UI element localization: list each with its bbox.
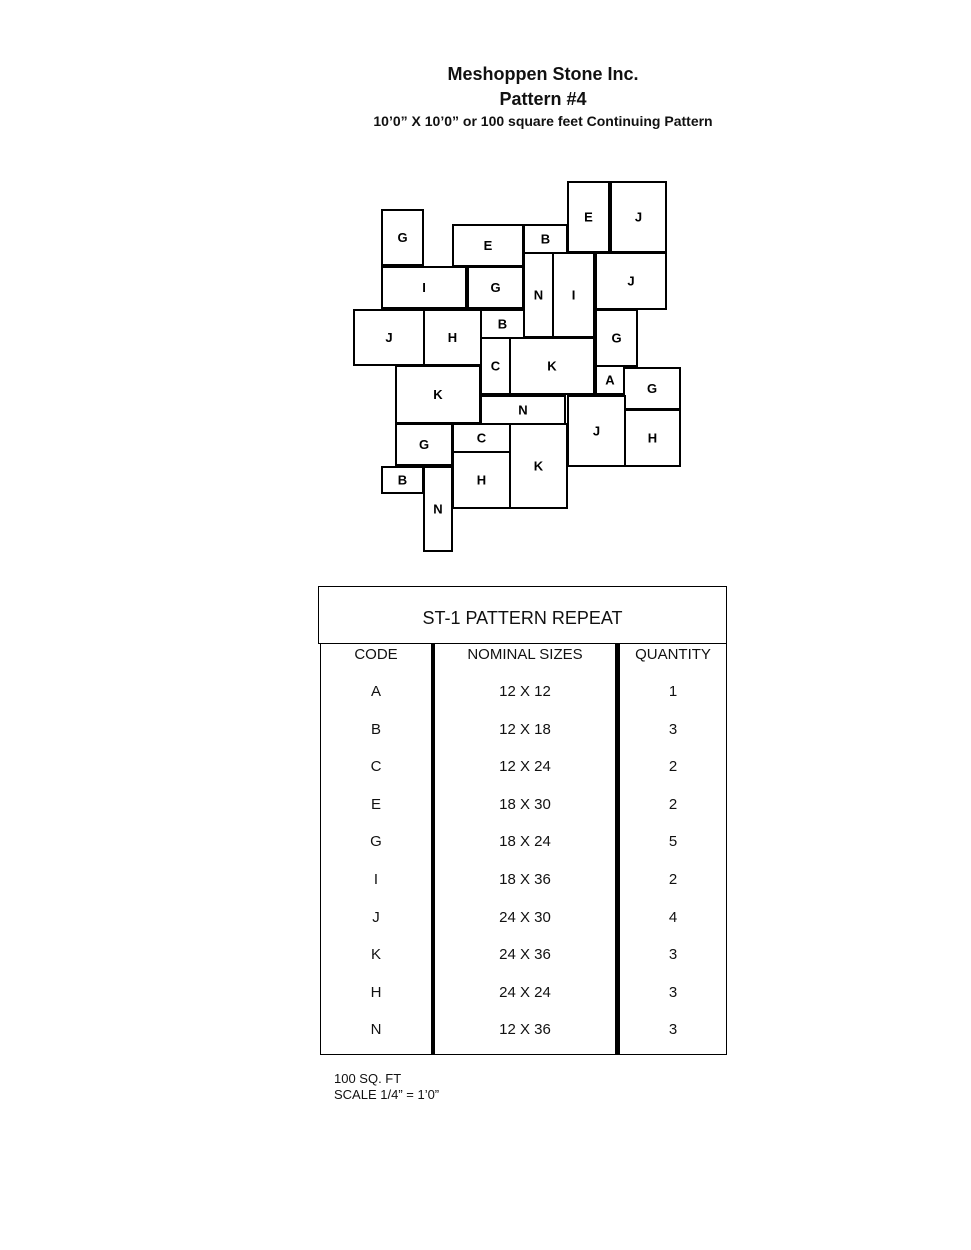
quantity-cell: 2: [668, 795, 678, 813]
stone-pattern-diagram: [0, 0, 971, 570]
notes: [334, 1071, 439, 1103]
stone-c: [453, 424, 510, 452]
pattern-repeat-table: [318, 586, 727, 1055]
size-cell: 18 X 24: [499, 833, 551, 851]
pattern-description: 10’0” X 10’0” or 100 square feet Continuing Pattern: [373, 113, 713, 129]
stone-label: I: [422, 280, 426, 295]
stone-c: [481, 338, 510, 394]
size-cell: 12 X 36: [499, 1021, 551, 1039]
stone-label: G: [646, 381, 658, 396]
size-cell: 24 X 36: [499, 946, 551, 964]
stone-label: J: [592, 423, 601, 439]
stone-label: H: [476, 472, 487, 488]
stone-label: K: [533, 458, 544, 474]
quantity-cell: 2: [668, 871, 678, 888]
stone-b: [481, 310, 524, 338]
stone-n: [524, 253, 553, 337]
stone-label: N: [518, 402, 528, 418]
code-cell: K: [370, 946, 381, 964]
stone-label: J: [385, 330, 393, 345]
stone-h: [625, 410, 680, 466]
stone-h: [424, 310, 481, 365]
pattern-title: Pattern #4: [499, 89, 587, 109]
stone-label: C: [490, 358, 501, 374]
code-cell: C: [370, 758, 382, 776]
stone-label: E: [483, 238, 493, 253]
stone-k: [396, 366, 480, 423]
stone-j: [611, 182, 666, 252]
code-header: CODE: [354, 646, 398, 663]
stone-g: [382, 210, 423, 265]
stone-e: [568, 182, 609, 252]
code-cell: A: [370, 683, 381, 700]
quantity-cell: 1: [668, 683, 678, 700]
stone-j: [568, 396, 625, 466]
size-cell: 18 X 30: [499, 795, 551, 813]
quantity-cell: 5: [668, 833, 678, 851]
stone-g: [596, 310, 637, 366]
size-cell: 12 X 24: [499, 758, 551, 776]
stone-label: A: [605, 372, 615, 388]
quantity-column: [618, 644, 727, 1055]
stone-label: C: [476, 430, 487, 446]
stone-i: [553, 253, 594, 337]
size-cell: 24 X 30: [499, 908, 551, 926]
stone-g: [468, 267, 523, 308]
stone-label: E: [584, 209, 593, 225]
code-column: [320, 644, 432, 1055]
quantity-cell: 3: [668, 720, 678, 738]
code-cell: B: [370, 720, 381, 738]
stone-j: [596, 253, 666, 309]
stone-g: [396, 424, 452, 465]
table-title: ST-1 PATTERN REPEAT: [318, 586, 727, 644]
quantity-cell: 2: [668, 758, 678, 776]
stone-label: J: [627, 273, 635, 289]
quantity-cell: 4: [668, 908, 678, 926]
size-cell: 12 X 18: [499, 720, 551, 738]
stone-e: [453, 225, 523, 266]
company-name: Meshoppen Stone Inc.: [447, 64, 639, 84]
stone-h: [453, 452, 510, 508]
quantity-header: QUANTITY: [635, 646, 711, 663]
stone-label: N: [533, 287, 544, 303]
quantity-cell: 3: [668, 983, 678, 1001]
quantity-cell: 3: [668, 1021, 678, 1039]
size-cell: 18 X 36: [499, 871, 551, 888]
code-cell: E: [370, 795, 381, 813]
stone-label: J: [634, 209, 643, 225]
stone-label: G: [418, 437, 430, 452]
size-header: NOMINAL SIZES: [467, 646, 583, 663]
size-cell: 12 X 12: [499, 683, 551, 700]
stone-label: K: [433, 387, 443, 402]
stone-label: G: [611, 330, 622, 346]
stone-b: [524, 225, 567, 253]
code-cell: I: [373, 871, 379, 888]
stone-label: H: [447, 330, 458, 345]
stone-label: K: [547, 358, 557, 374]
area-note: 100 SQ. FT: [334, 1071, 402, 1086]
stone-k: [510, 338, 594, 394]
size-column: [432, 644, 618, 1055]
code-cell: G: [370, 833, 382, 851]
stone-i: [382, 267, 466, 308]
code-cell: N: [370, 1021, 382, 1039]
stone-label: B: [540, 231, 551, 247]
stone-n: [481, 396, 565, 424]
stone-label: G: [490, 280, 501, 295]
stone-label: N: [433, 501, 443, 517]
stone-label: I: [571, 287, 576, 303]
stone-k: [510, 424, 567, 508]
stone-a: [596, 366, 624, 394]
code-cell: J: [372, 908, 380, 926]
stone-b: [382, 467, 423, 493]
stone-label: B: [497, 316, 508, 332]
stone-n: [424, 467, 452, 551]
stone-label: B: [397, 472, 408, 488]
code-cell: H: [370, 983, 382, 1001]
scale-note: SCALE 1/4” = 1’0”: [334, 1087, 440, 1102]
size-cell: 24 X 24: [499, 983, 551, 1001]
quantity-cell: 3: [668, 946, 678, 964]
stone-label: H: [647, 430, 658, 446]
stone-label: G: [397, 230, 408, 245]
stone-j: [354, 310, 424, 365]
stone-g: [624, 368, 680, 409]
